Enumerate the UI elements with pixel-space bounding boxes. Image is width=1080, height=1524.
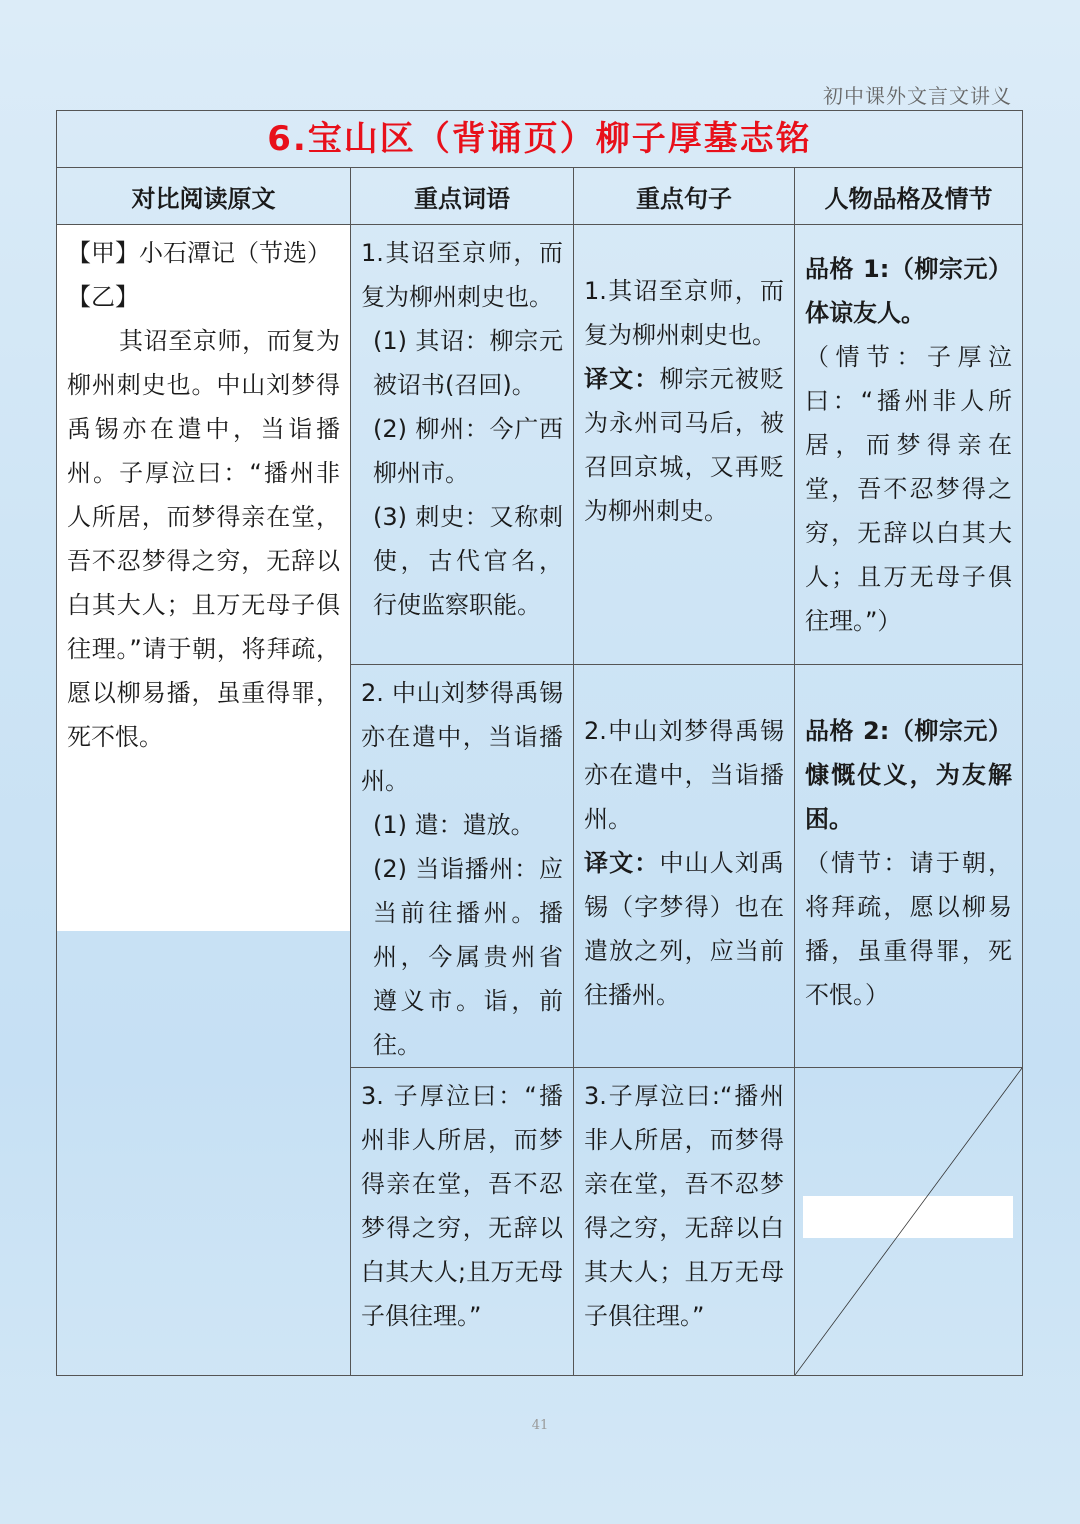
column-header-original: 对比阅读原文 bbox=[57, 168, 351, 225]
character-cell-3 bbox=[795, 1068, 1023, 1376]
words-lead-2: 2. 中山刘梦得禹锡亦在遣中，当诣播州。 bbox=[361, 679, 563, 795]
words-item: (1) 其诏：柳宗元被诏书(召回)。 bbox=[373, 327, 563, 399]
words-item: (3) 刺史：又称刺使，古代官名，行使监察职能。 bbox=[373, 503, 563, 619]
character-trait-1: 品格 1:（柳宗元）体谅友人。 bbox=[805, 255, 1013, 327]
lesson-table bbox=[56, 110, 1023, 1376]
sentence-text-1: 1.其诏至京师，而复为柳州刺史也。 bbox=[584, 277, 784, 349]
original-body: 其诏至京师，而复为柳州刺史也。中山刘梦得禹锡亦在遣中，当诣播州。子厚泣曰：“播州非人所居，而梦得亲在堂，吾不忍梦得之穷，无辞以白其大人；且万无母子俱往理。”请于朝，将拜疏，愿以柳易播，虽重得罪，死不恨。 bbox=[67, 327, 340, 751]
original-text-cell bbox=[57, 225, 351, 1376]
character-cell-2 bbox=[795, 665, 1023, 1068]
translation-text-2: 中山人刘禹锡（字梦得）也在遣放之列，应当前往播州。 bbox=[584, 849, 785, 1009]
page-number: 41 bbox=[531, 1418, 549, 1433]
diagonal-line bbox=[795, 1068, 1022, 1375]
character-plot-2: （情节：请于朝，将拜疏，愿以柳易播，虽重得罪，死不恨。） bbox=[805, 849, 1013, 1009]
character-plot-1: （情节：子厚泣曰：“播州非人所居，而梦得亲在堂，吾不忍梦得之穷，无辞以白其大人；且万无母子俱往理。”） bbox=[805, 343, 1013, 635]
words-lead-3: 3. 子厚泣曰：“播州非人所居，而梦得亲在堂，吾不忍梦得之穷，无辞以白其大人;且万无母子俱往理。” bbox=[361, 1082, 563, 1330]
character-trait-2: 品格 2:（柳宗元）慷慨仗义，为友解困。 bbox=[805, 717, 1013, 833]
original-jia: 【甲】小石潭记（节选） bbox=[67, 239, 331, 267]
column-header-words: 重点词语 bbox=[351, 168, 574, 225]
words-cell-3 bbox=[351, 1068, 574, 1376]
title-cell bbox=[57, 111, 1023, 168]
page-title: 6.宝山区（背诵页）柳子厚墓志铭 bbox=[267, 119, 812, 159]
column-header-sentences: 重点句子 bbox=[574, 168, 795, 225]
words-item: (2) 当诣播州：应当前往播州。播州，今属贵州省遵义市。诣，前往。 bbox=[373, 855, 563, 1059]
sentence-cell-2 bbox=[574, 665, 795, 1068]
sentence-cell-1 bbox=[574, 225, 795, 665]
column-header-character: 人物品格及情节 bbox=[795, 168, 1023, 225]
sentence-cell-3 bbox=[574, 1068, 795, 1376]
words-cell-1 bbox=[351, 225, 574, 665]
header-text: 初中课外文言文讲义 bbox=[823, 84, 1012, 108]
translation-label: 译文： bbox=[584, 365, 660, 393]
words-item: (2) 柳州：今广西柳州市。 bbox=[373, 415, 563, 487]
sentence-text-3: 3.子厚泣曰:“播州非人所居，而梦得亲在堂，吾不忍梦得之穷，无辞以白其大人；且万无母子俱往理。” bbox=[584, 1082, 784, 1330]
words-item: (1) 遣：遣放。 bbox=[373, 811, 535, 839]
translation-label: 译文： bbox=[584, 849, 660, 877]
words-cell-2 bbox=[351, 665, 574, 1068]
words-lead-1: 1.其诏至京师，而复为柳州刺史也。 bbox=[361, 239, 563, 311]
original-yi: 【乙】 bbox=[67, 283, 139, 311]
character-cell-1 bbox=[795, 225, 1023, 665]
sentence-text-2: 2.中山刘梦得禹锡亦在遣中，当诣播州。 bbox=[584, 717, 784, 833]
translation-text-1: 柳宗元被贬为永州司马后，被召回京城，又再贬为柳州刺史。 bbox=[584, 365, 785, 525]
